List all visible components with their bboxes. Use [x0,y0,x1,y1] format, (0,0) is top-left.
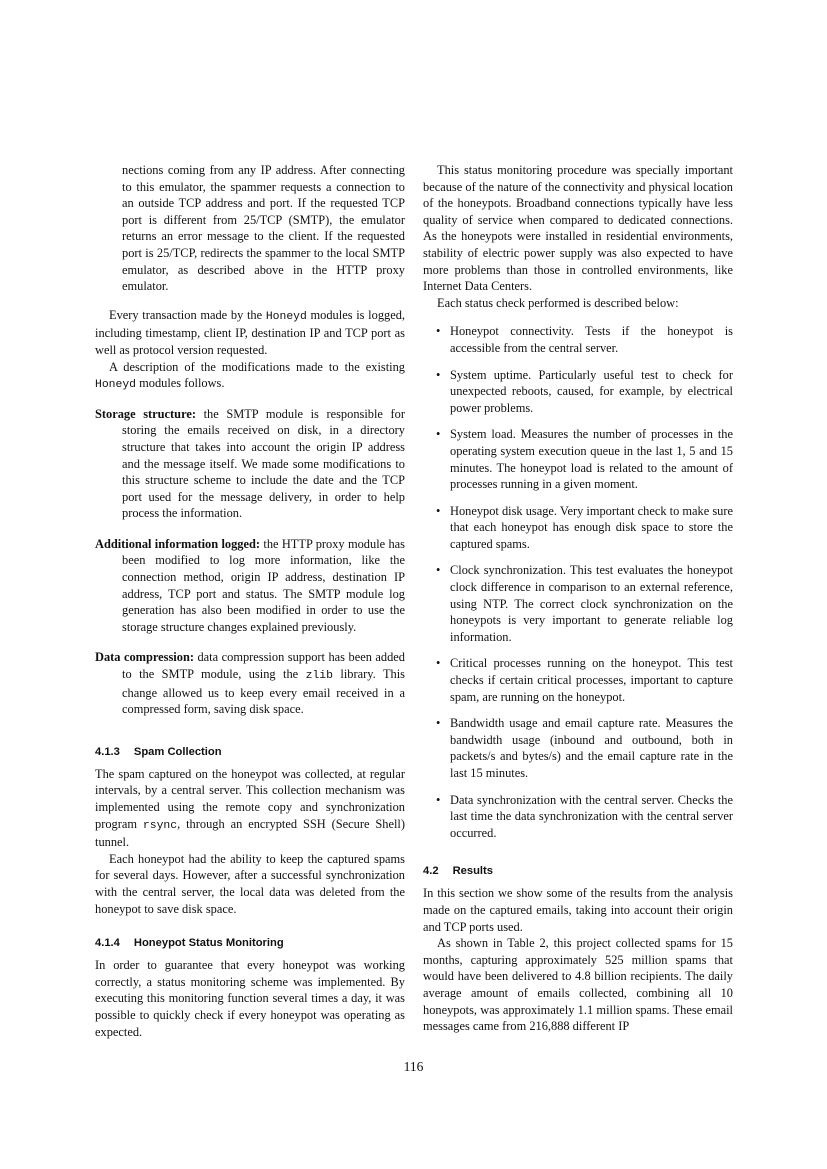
left-column [95,162,405,1040]
each-check-paragraph: Each status check performed is described below: [437,295,679,310]
list-item: • System load. Measures the number of processes in the operating system execution queue in the last 1, 5 and 15 minutes. The honeypot load is related to the amount of processes running in a given moment. [436,427,733,492]
each-honeypot-paragraph: Each honeypot had the ability to keep the captured spams for several days. However, after a successful synchronization with the central server, the local data was deleted from the honeypot to save disk space. [95,851,405,916]
list-item: • Honeypot disk usage. Very important check to make sure that each honeypot has enough disk space to store the captured spams. [436,503,733,551]
list-item: • Bandwidth usage and email capture rate. Measures the bandwidth usage (inbound and outbound, both in packets/s and bytes/s) and the email capture rate in the last 15 minutes. [436,716,733,780]
procedure-paragraph: This status monitoring procedure was specially important because of the nature of the connectivity and physical location of the honeypots. Broadband connections typically have less quality of service when compared to dedicated connections. As the honeypots were installed in residential environments, stability of electric power supply was also expected to have more problems than those in controlled environments, like Internet Data Centers. [423,163,733,294]
list-item: • System uptime. Particularly useful test to check for unexpected reboots, caused, for example, by electrical power problems. [436,367,733,415]
results-paragraph: In this section we show some of the results from the analysis made on the captured emails, taking into account their origin and TCP ports used. [423,886,733,934]
section-heading-414: 4.1.4 Honeypot Status Monitoring [95,937,284,950]
list-item-storage: Storage structure: the SMTP module is responsible for storing the emails received on disk, in a directory structure that takes into account the origin IP address and the message itself. We made some modifications to this structure scheme to include the date and the TCP port used for the message delivery, in order to help process the information. [95,406,405,521]
collection-paragraph: The spam captured on the honeypot was collected, at regular intervals, by a central server. This collection mechanism was implemented using the remote copy and synchronization program rsync, through an encrypted SSH (Secure Shell) tunnel. [95,766,405,850]
list-item: • Honeypot connectivity. Tests if the honeypot is accessible from the central server. [436,324,733,355]
status-check-list [423,323,733,841]
description-paragraph: A description of the modifications made to the existing Honeyd modules follows. [95,359,405,392]
modifications-list [95,406,405,718]
list-item: • Clock synchronization. This test evaluates the honeypot clock difference in comparison to an external reference, using NTP. The correct clock synchronization on the honeypots is very important to generate reliable log information. [436,563,733,644]
continued-paragraph: nections coming from any IP address. After connecting to this emulator, the spammer requests a connection to an outside TCP address and port. If the requested TCP port is different from 25/TCP (SMTP), the emulator returns an error message to the client. If the requested port is 25/TCP, redirects the spammer to the local SMTP emulator, as described above in the HTTP proxy emulator. [122,163,405,294]
list-item: • Critical processes running on the honeypot. This test checks if certain critical processes, important to capture spam, are running on the honeypot. [436,656,733,704]
status-paragraph: In order to guarantee that every honeypot was working correctly, a status monitoring scheme was implemented. By executing this monitoring function several times a day, it was possible to quickly check if every honeypot was operating as expected. [95,958,405,1039]
list-item: • Data synchronization with the central server. Checks the last time the data synchronization with the central server occurred. [436,792,733,840]
list-item-compression: Data compression: data compression support has been added to the SMTP module, using the zlib library. This change allowed us to keep every email received in a compressed form, saving disk space. [95,650,405,717]
page-number: 116 [403,1059,424,1074]
right-column [423,162,733,1035]
section-heading-413: 4.1.3 Spam Collection [95,745,222,758]
transaction-paragraph: Every transaction made by the Honeyd modules is logged, including timestamp, client IP, destination IP and TCP port as well as protocol version requested. [95,307,405,357]
section-heading-42: 4.2 Results [423,865,493,878]
table2-paragraph: As shown in Table 2, this project collected spams for 15 months, capturing approximately 525 million spams that would have been delivered to 4.8 billion recipients. The daily average amount of emails collected, combining all 10 honeypots, was approximately 1.1 million spams. These email messages came from 216,888 different IP [423,936,733,1034]
list-item-logging: Additional information logged: the HTTP proxy module has been modified to log more information, like the connection method, origin IP address, destination IP address, TCP port and status. The SMTP module log generation has also been modified in order to use the storage structure changes explained previously. [95,536,405,634]
